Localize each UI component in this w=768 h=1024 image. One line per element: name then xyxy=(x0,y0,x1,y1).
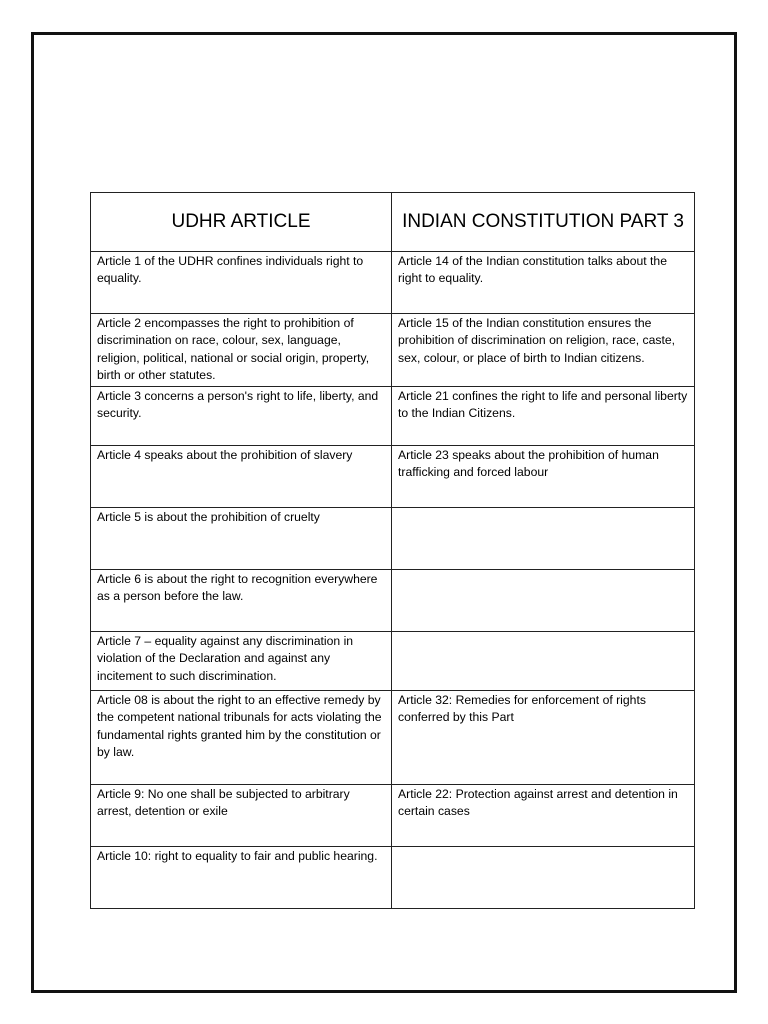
table-row xyxy=(91,446,695,508)
header-udhr: UDHR ARTICLE xyxy=(91,193,392,252)
header-indian-constitution: INDIAN CONSTITUTION PART 3 xyxy=(392,193,695,252)
table-row xyxy=(91,570,695,632)
indian-cell xyxy=(392,570,695,632)
udhr-cell: Article 2 encompasses the right to prohibition of discrimination on race, colour, sex, language, religion, political, national or social origin, property, birth or other statutes. xyxy=(91,314,392,387)
indian-cell: Article 32: Remedies for enforcement of rights conferred by this Part xyxy=(392,691,695,785)
udhr-cell: Article 9: No one shall be subjected to arbitrary arrest, detention or exile xyxy=(91,785,392,847)
table-row xyxy=(91,847,695,909)
indian-cell: Article 21 confines the right to life and personal liberty to the Indian Citizens. xyxy=(392,387,695,446)
table-row xyxy=(91,314,695,387)
udhr-cell: Article 6 is about the right to recognition everywhere as a person before the law. xyxy=(91,570,392,632)
table-row xyxy=(91,387,695,446)
udhr-cell: Article 4 speaks about the prohibition of slavery xyxy=(91,446,392,508)
indian-cell: Article 14 of the Indian constitution talks about the right to equality. xyxy=(392,252,695,314)
table-row xyxy=(91,252,695,314)
udhr-cell: Article 5 is about the prohibition of cruelty xyxy=(91,508,392,570)
indian-cell xyxy=(392,847,695,909)
udhr-cell: Article 10: right to equality to fair and public hearing. xyxy=(91,847,392,909)
table-row xyxy=(91,632,695,691)
udhr-cell: Article 7 – equality against any discrimination in violation of the Declaration and against any incitement to such discrimination. xyxy=(91,632,392,691)
udhr-cell: Article 08 is about the right to an effective remedy by the competent national tribunals for acts violating the fundamental rights granted him by the constitution or by law. xyxy=(91,691,392,785)
table-row xyxy=(91,785,695,847)
indian-cell xyxy=(392,508,695,570)
indian-cell: Article 15 of the Indian constitution ensures the prohibition of discrimination on religion, race, caste, sex, colour, or place of birth to Indian citizens. xyxy=(392,314,695,387)
table-row xyxy=(91,508,695,570)
indian-cell: Article 23 speaks about the prohibition of human trafficking and forced labour xyxy=(392,446,695,508)
udhr-cell: Article 3 concerns a person's right to life, liberty, and security. xyxy=(91,387,392,446)
udhr-cell: Article 1 of the UDHR confines individuals right to equality. xyxy=(91,252,392,314)
table-row xyxy=(91,691,695,785)
indian-cell: Article 22: Protection against arrest and detention in certain cases xyxy=(392,785,695,847)
comparison-table xyxy=(90,192,695,909)
header-row xyxy=(91,193,695,252)
indian-cell xyxy=(392,632,695,691)
